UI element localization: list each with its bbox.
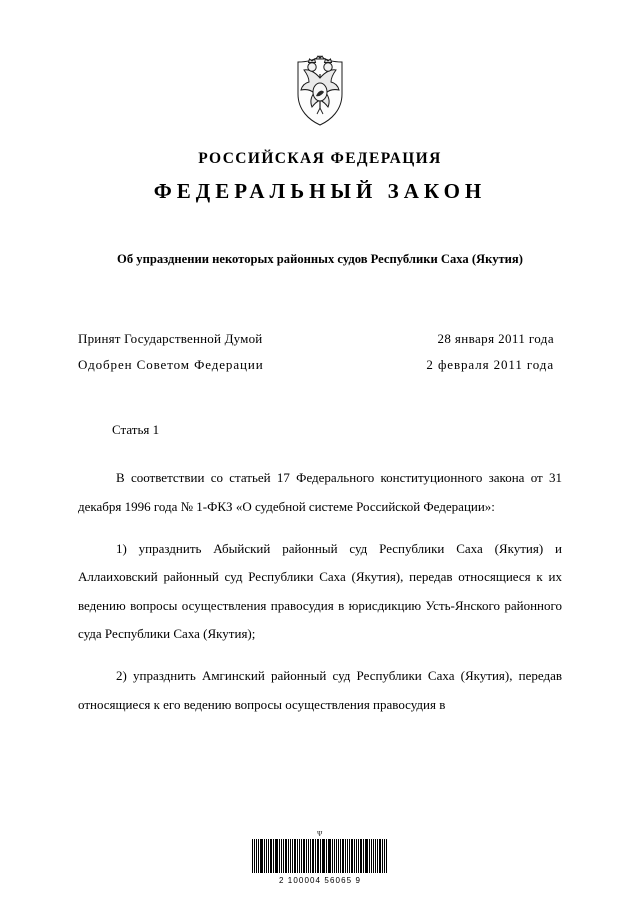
page-country-line: РОССИЙСКАЯ ФЕДЕРАЦИЯ xyxy=(198,150,442,167)
barcode-number: 2 100004 56065 9 xyxy=(278,876,362,885)
adopted-by-duma-label: Принят Государственной Думой xyxy=(78,331,263,347)
page-title: ФЕДЕРАЛЬНЫЙ ЗАКОН xyxy=(153,179,487,203)
approved-by-council-label: Одобрен Советом Федерации xyxy=(78,357,264,373)
barcode-mark: Ψ xyxy=(317,830,323,838)
emblem-container xyxy=(70,0,570,128)
russian-coat-of-arms-icon xyxy=(289,52,351,128)
paragraph: В соответствии со статьей 17 Федерального конституционного закона от 31 декабря 1996 года № 1-ФКЗ «О судебной системе Российской Федерации»: xyxy=(78,470,562,514)
paragraph: 1) упразднить Абыйский районный суд Республики Саха (Якутия) и Аллаиховский районный суд Республики Саха (Якутия), передав относящиеся к их ведению вопросы осуществления правосудия в юрисдикцию Усть-Янского районного суда Республики Саха (Якутия); xyxy=(78,540,562,641)
adoption-row xyxy=(78,352,562,378)
adoption-block xyxy=(70,326,570,378)
barcode-block xyxy=(0,830,640,885)
approved-by-council-date: 2 февраля 2011 года xyxy=(426,357,554,373)
adoption-row xyxy=(78,326,562,352)
document-body xyxy=(70,422,570,719)
document-subject: Об упразднении некоторых районных судов Республики Саха (Якутия) xyxy=(117,252,523,266)
adopted-by-duma-date: 28 января 2011 года xyxy=(437,331,554,347)
barcode-image xyxy=(252,839,388,873)
article-heading: Статья 1 xyxy=(112,422,160,438)
paragraph: 2) упразднить Амгинский районный суд Республики Саха (Якутия), передав относящиеся к его ведению вопросы осуществления правосудия в xyxy=(78,668,562,712)
